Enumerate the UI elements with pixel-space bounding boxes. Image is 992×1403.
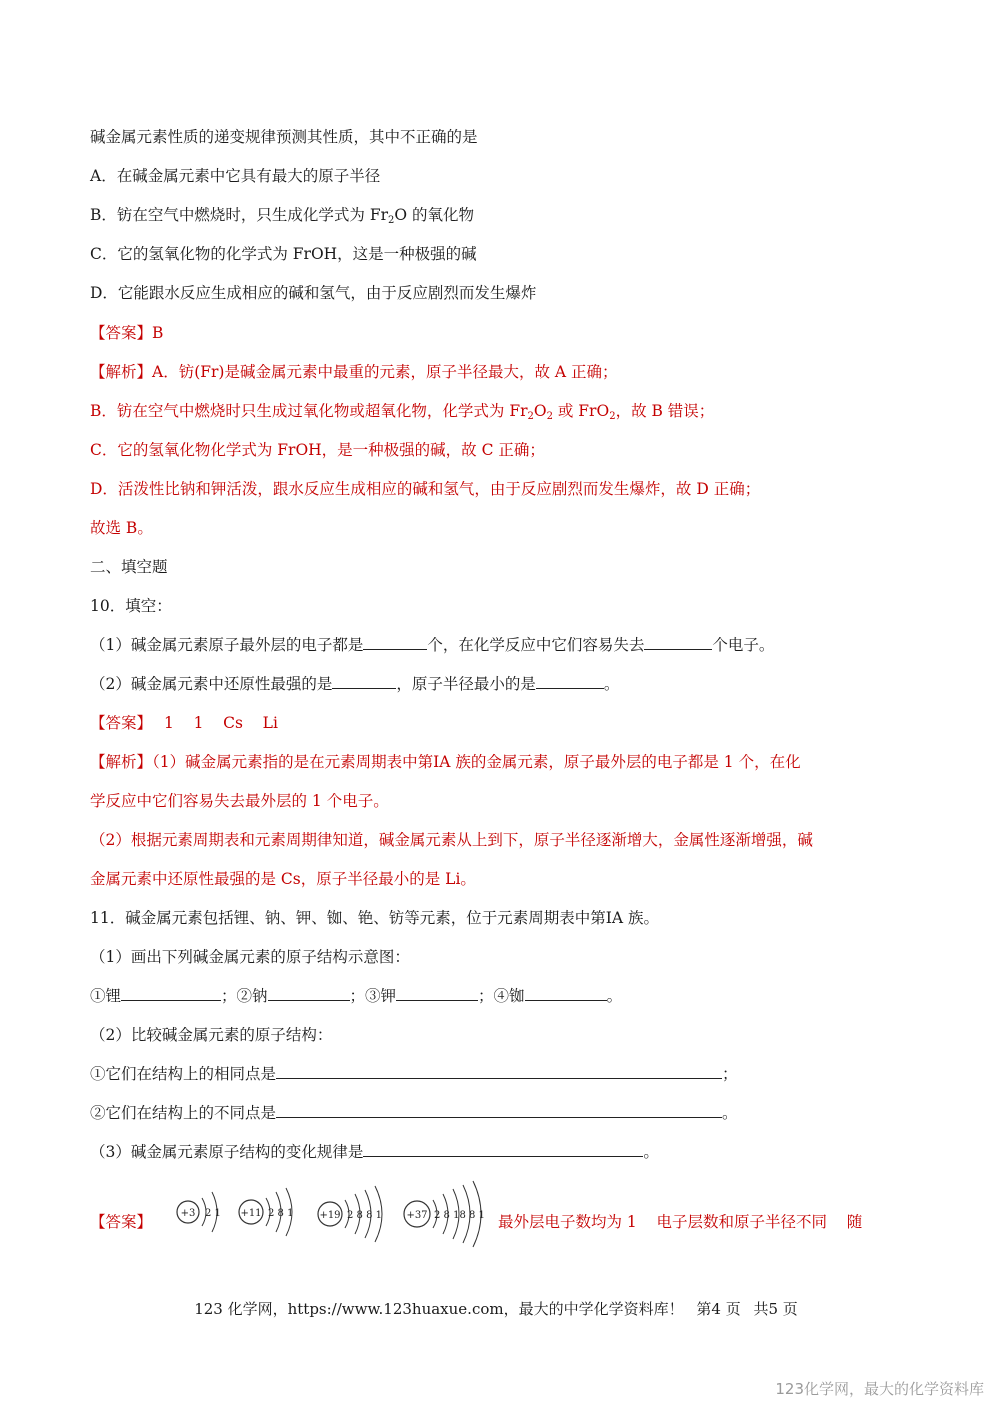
analysis-b: B．钫在空气中燃烧时只生成过氧化物或超氧化物，化学式为 $Fr_2O_2$ 或 FrO$_2$，故 B 错误； [90, 402, 715, 422]
option-b: B．钫在空气中燃烧时，只生成化学式为 $Fr_2O$ 的氧化物 [90, 206, 474, 226]
svg-text:2 8 8 1: 2 8 8 1 [347, 1210, 382, 1221]
svg-text:+11: +11 [240, 1208, 262, 1219]
question-11-part3: （3）碱金属元素原子结构的变化规律是 。 [90, 1143, 659, 1161]
blank[interactable] [268, 986, 350, 1001]
question-10-analysis-2: 学反应中它们容易失去最外层的 1 个电子。 [90, 792, 389, 810]
svg-text:2 8 1: 2 8 1 [268, 1208, 294, 1219]
question-11-diagrams: ①锂 ；②钠 ；③钾 ；④铷 。 [90, 987, 623, 1005]
svg-text:+19: +19 [319, 1210, 341, 1221]
potassium-atom-diagram [314, 1180, 394, 1246]
analysis-c: C．它的氢氧化物化学式为 FrOH，是一种极强的碱，故 C 正确； [90, 441, 545, 459]
blank[interactable] [363, 635, 427, 650]
svg-text:+37: +37 [406, 1210, 428, 1221]
analysis-a: 【解析】A．钫(Fr)是碱金属元素中最重的元素，原子半径最大，故 A 正确； [90, 363, 618, 381]
question-stem: 碱金属元素性质的递变规律预测其性质，其中不正确的是 [90, 128, 478, 146]
question-10-analysis-3: （2）根据元素周期表和元素周期律知道，碱金属元素从上到下，原子半径逐渐增大，金属性逐渐增强，碱 [90, 831, 813, 849]
blank[interactable] [121, 986, 221, 1001]
option-a: A．在碱金属元素中它具有最大的原子半径 [90, 167, 381, 185]
question-11-answer-label: 【答案】 [90, 1213, 153, 1231]
blank[interactable] [396, 986, 478, 1001]
sodium-atom-diagram [235, 1180, 305, 1240]
question-11-answer-text: 最外层电子数均为 1 电子层数和原子半径不同 随 [498, 1213, 863, 1231]
shell-electrons: 2 1 [205, 1208, 221, 1219]
blank[interactable] [363, 1142, 643, 1157]
blank[interactable] [276, 1103, 722, 1118]
blank[interactable] [644, 635, 712, 650]
blank[interactable] [525, 986, 607, 1001]
question-10-answer: 【答案】 1 1 Cs Li [90, 714, 278, 732]
watermark: 123化学网，最大的化学资料库 [775, 1380, 984, 1398]
page-footer [0, 1298, 992, 1319]
question-10-part2: （2）碱金属元素中还原性最强的是 ，原子半径最小的是 。 [90, 675, 620, 693]
footer-site: 123 化学网，https://www.123huaxue.com，最大的中学化学资料库！ [194, 1300, 684, 1318]
section-heading: 二、填空题 [90, 558, 168, 576]
footer-total: 共5 页 [753, 1300, 798, 1318]
lithium-atom-diagram [172, 1180, 228, 1240]
nucleus-charge: +3 [180, 1208, 196, 1219]
question-11-part2: （2）比较碱金属元素的原子结构： [90, 1026, 333, 1044]
option-d: D．它能跟水反应生成相应的碱和氢气，由于反应剧烈而发生爆炸 [90, 284, 537, 302]
question-11-part1: （1）画出下列碱金属元素的原子结构示意图： [90, 948, 410, 966]
svg-text:2 8 18 8 1: 2 8 18 8 1 [434, 1210, 485, 1221]
answer-label: 【答案】B [90, 324, 164, 342]
rubidium-atom-diagram [400, 1176, 496, 1252]
blank[interactable] [332, 674, 396, 689]
question-11-same: ①它们在结构上的相同点是 ； [90, 1065, 738, 1083]
analysis-conclusion: 故选 B。 [90, 519, 153, 537]
blank[interactable] [536, 674, 604, 689]
option-c: C．它的氢氧化物的化学式为 FrOH，这是一种极强的碱 [90, 245, 477, 263]
question-11-stem: 11．碱金属元素包括锂、钠、钾、铷、铯、钫等元素，位于元素周期表中第ⅠA 族。 [90, 909, 659, 927]
question-11-diff: ②它们在结构上的不同点是 。 [90, 1104, 738, 1122]
footer-page: 第4 页 [696, 1300, 741, 1318]
question-10-stem: 10．填空： [90, 597, 172, 615]
analysis-d: D．活泼性比钠和钾活泼，跟水反应生成相应的碱和氢气，由于反应剧烈而发生爆炸，故 D 正确； [90, 480, 761, 498]
question-10-analysis-4: 金属元素中还原性最强的是 Cs，原子半径最小的是 Li。 [90, 870, 476, 888]
blank[interactable] [276, 1064, 722, 1079]
question-10-part1: （1）碱金属元素原子最外层的电子都是 个，在化学反应中它们容易失去 个电子。 [90, 636, 775, 654]
question-10-analysis-1: 【解析】（1）碱金属元素指的是在元素周期表中第ⅠA 族的金属元素，原子最外层的电子都是 1 个，在化 [90, 753, 801, 771]
